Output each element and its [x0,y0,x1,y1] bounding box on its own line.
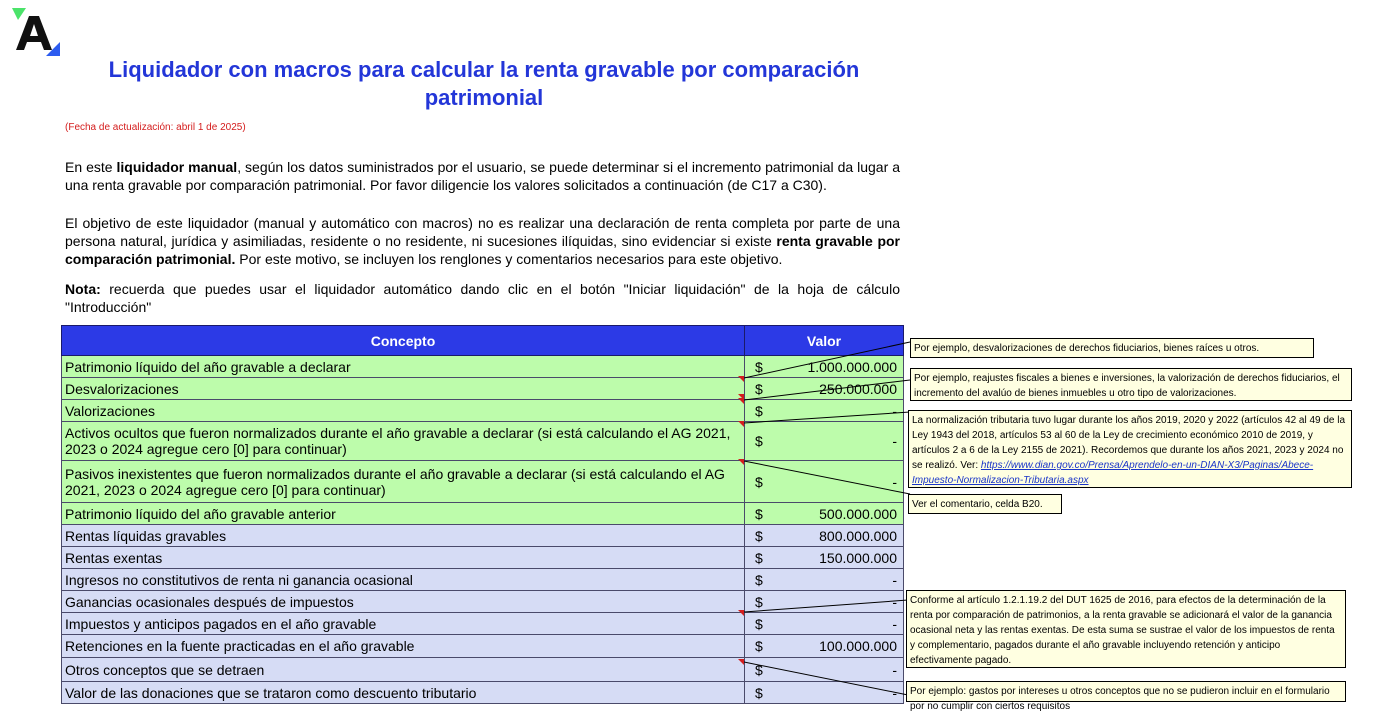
comment-box-valorizaciones: Por ejemplo, reajustes fiscales a bienes e inversiones, la valorización de derechos fiduciarios, el incremento del avalúo de bienes inmuebles u otro tipo de valorizaciones. [910,368,1352,401]
table-row [62,356,904,378]
concept-cell[interactable]: Patrimonio líquido del año gravable anterior [62,503,745,525]
concept-cell[interactable]: Ingresos no constitutivos de renta ni ganancia ocasional [62,569,745,591]
concept-cell[interactable]: Impuestos y anticipos pagados en el año gravable [62,613,745,635]
comment-box-otros-conceptos: Por ejemplo: gastos por intereses u otros conceptos que no se pudieron incluir en el formulario por no cumplir con ciertos requisitos [906,681,1346,702]
table-row [62,547,904,569]
concept-cell[interactable]: Valorizaciones [62,400,745,422]
comment-box-ver-b20: Ver el comentario, celda B20. [908,494,1062,514]
comment-box-desvalorizaciones: Por ejemplo, desvalorizaciones de derechos fiduciarios, bienes raíces u otros. [910,338,1314,358]
table-row [62,682,904,704]
concept-cell[interactable]: Patrimonio líquido del año gravable a declarar [62,356,745,378]
concept-cell[interactable]: Valor de las donaciones que se trataron como descuento tributario [62,682,745,704]
page-title: Liquidador con macros para calcular la renta gravable por comparación patrimonial [108,57,860,110]
value-cell[interactable]: $ 100.000.000 [745,635,904,658]
value-cell[interactable]: $ - [745,461,904,503]
table-row [62,422,904,461]
header-concept: Concepto [62,326,745,356]
value-cell[interactable]: $ - [745,400,904,422]
dian-link[interactable]: https://www.dian.gov.co/Prensa/Aprendelo-en-un-DIAN-X3/Paginas/Abece-Impuesto-Normalizacion-Tributaria.aspx [912,460,1314,486]
update-date: (Fecha de actualización: abril 1 de 2025) [65,122,246,133]
abece-logo [12,8,62,58]
concept-cell[interactable]: Desvalorizaciones [62,378,745,400]
value-cell[interactable]: $ - [745,613,904,635]
concept-cell[interactable]: Otros conceptos que se detraen [62,658,745,682]
concept-cell[interactable]: Rentas líquidas gravables [62,525,745,547]
table-row [62,400,904,422]
value-cell[interactable]: $ 1.000.000.000 [745,356,904,378]
value-cell[interactable]: $ - [745,658,904,682]
table-row [62,569,904,591]
table-row [62,461,904,503]
comment-box-normalizacion: La normalización tributaria tuvo lugar durante los años 2019, 2020 y 2022 (artículos 42 al 49 de la Ley 1943 del 2018, artículos 53 al 60 de la Ley de crecimiento económico 2010 de 2019, y artículos 2 a 6 de la Ley 2155 de 2021). Recordemos que durante los años 2021, 2023 y 2024 no se realizó. Ver: https://www.dian.gov.co/Prensa/Aprendelo-en-un-DIAN-X3/Paginas/Abece-Impuesto-Normalizacion-Tributaria.aspx [908,410,1352,488]
value-cell[interactable]: $ 150.000.000 [745,547,904,569]
intro-paragraph-2: El objetivo de este liquidador (manual y automático con macros) no es realizar una declaración de renta completa por parte de una persona natural, jurídica y asimiliadas, residente o no residente, ni sucesiones ilíquidas, sino evidenciar si existe renta gravable por comparación patrimonial. Por este motivo, se incluyen los renglones y comentarios necesarios para este objetivo. [65,215,900,267]
header-value: Valor [745,326,904,356]
note-paragraph: Nota: recuerda que puedes usar el liquidador automático dando clic en el botón "Iniciar liquidación" de la hoja de cálculo "Introducción" [65,281,900,315]
concept-cell[interactable]: Retenciones en la fuente practicadas en el año gravable [62,635,745,658]
table-row [62,378,904,400]
value-cell[interactable]: $ 250.000.000 [745,378,904,400]
concept-cell[interactable]: Ganancias ocasionales después de impuestos [62,591,745,613]
liquidation-table [61,325,904,704]
value-cell[interactable]: $ - [745,569,904,591]
table-row [62,525,904,547]
table-row [62,635,904,658]
intro-paragraph-1: En este liquidador manual, según los datos suministrados por el usuario, se puede determinar si el incremento patrimonial da lugar a una renta gravable por comparación patrimonial. Por favor diligencie los valores solicitados a continuación (de C17 a C30). [65,159,900,193]
concept-cell[interactable]: Pasivos inexistentes que fueron normalizados durante el año gravable a declarar (si está calculando el AG 2021, 2023 o 2024 agregue cero [0] para continuar) [62,461,745,503]
concept-cell[interactable]: Rentas exentas [62,547,745,569]
concept-cell[interactable]: Activos ocultos que fueron normalizados durante el año gravable a declarar (si está calculando el AG 2021, 2023 o 2024 agregue cero [0] para continuar) [62,422,745,461]
value-cell[interactable]: $ 500.000.000 [745,503,904,525]
value-cell[interactable]: $ 800.000.000 [745,525,904,547]
value-cell[interactable]: $ - [745,591,904,613]
comment-box-ganancias: Conforme al artículo 1.2.1.19.2 del DUT 1625 de 2016, para efectos de la determinación de la renta por comparación de patrimonios, a la renta gravable se adicionará el valor de la ganancia ocasional neta y las rentas exentas. De esta suma se sustrae el valor de los impuestos de renta y complementario, pagados durante el año gravable incluyendo retención y anticipo efectivamente pagado. [906,590,1346,668]
table-row [62,591,904,613]
table-row [62,503,904,525]
value-cell[interactable]: $ - [745,682,904,704]
value-cell[interactable]: $ - [745,422,904,461]
table-row [62,658,904,682]
table-row [62,613,904,635]
